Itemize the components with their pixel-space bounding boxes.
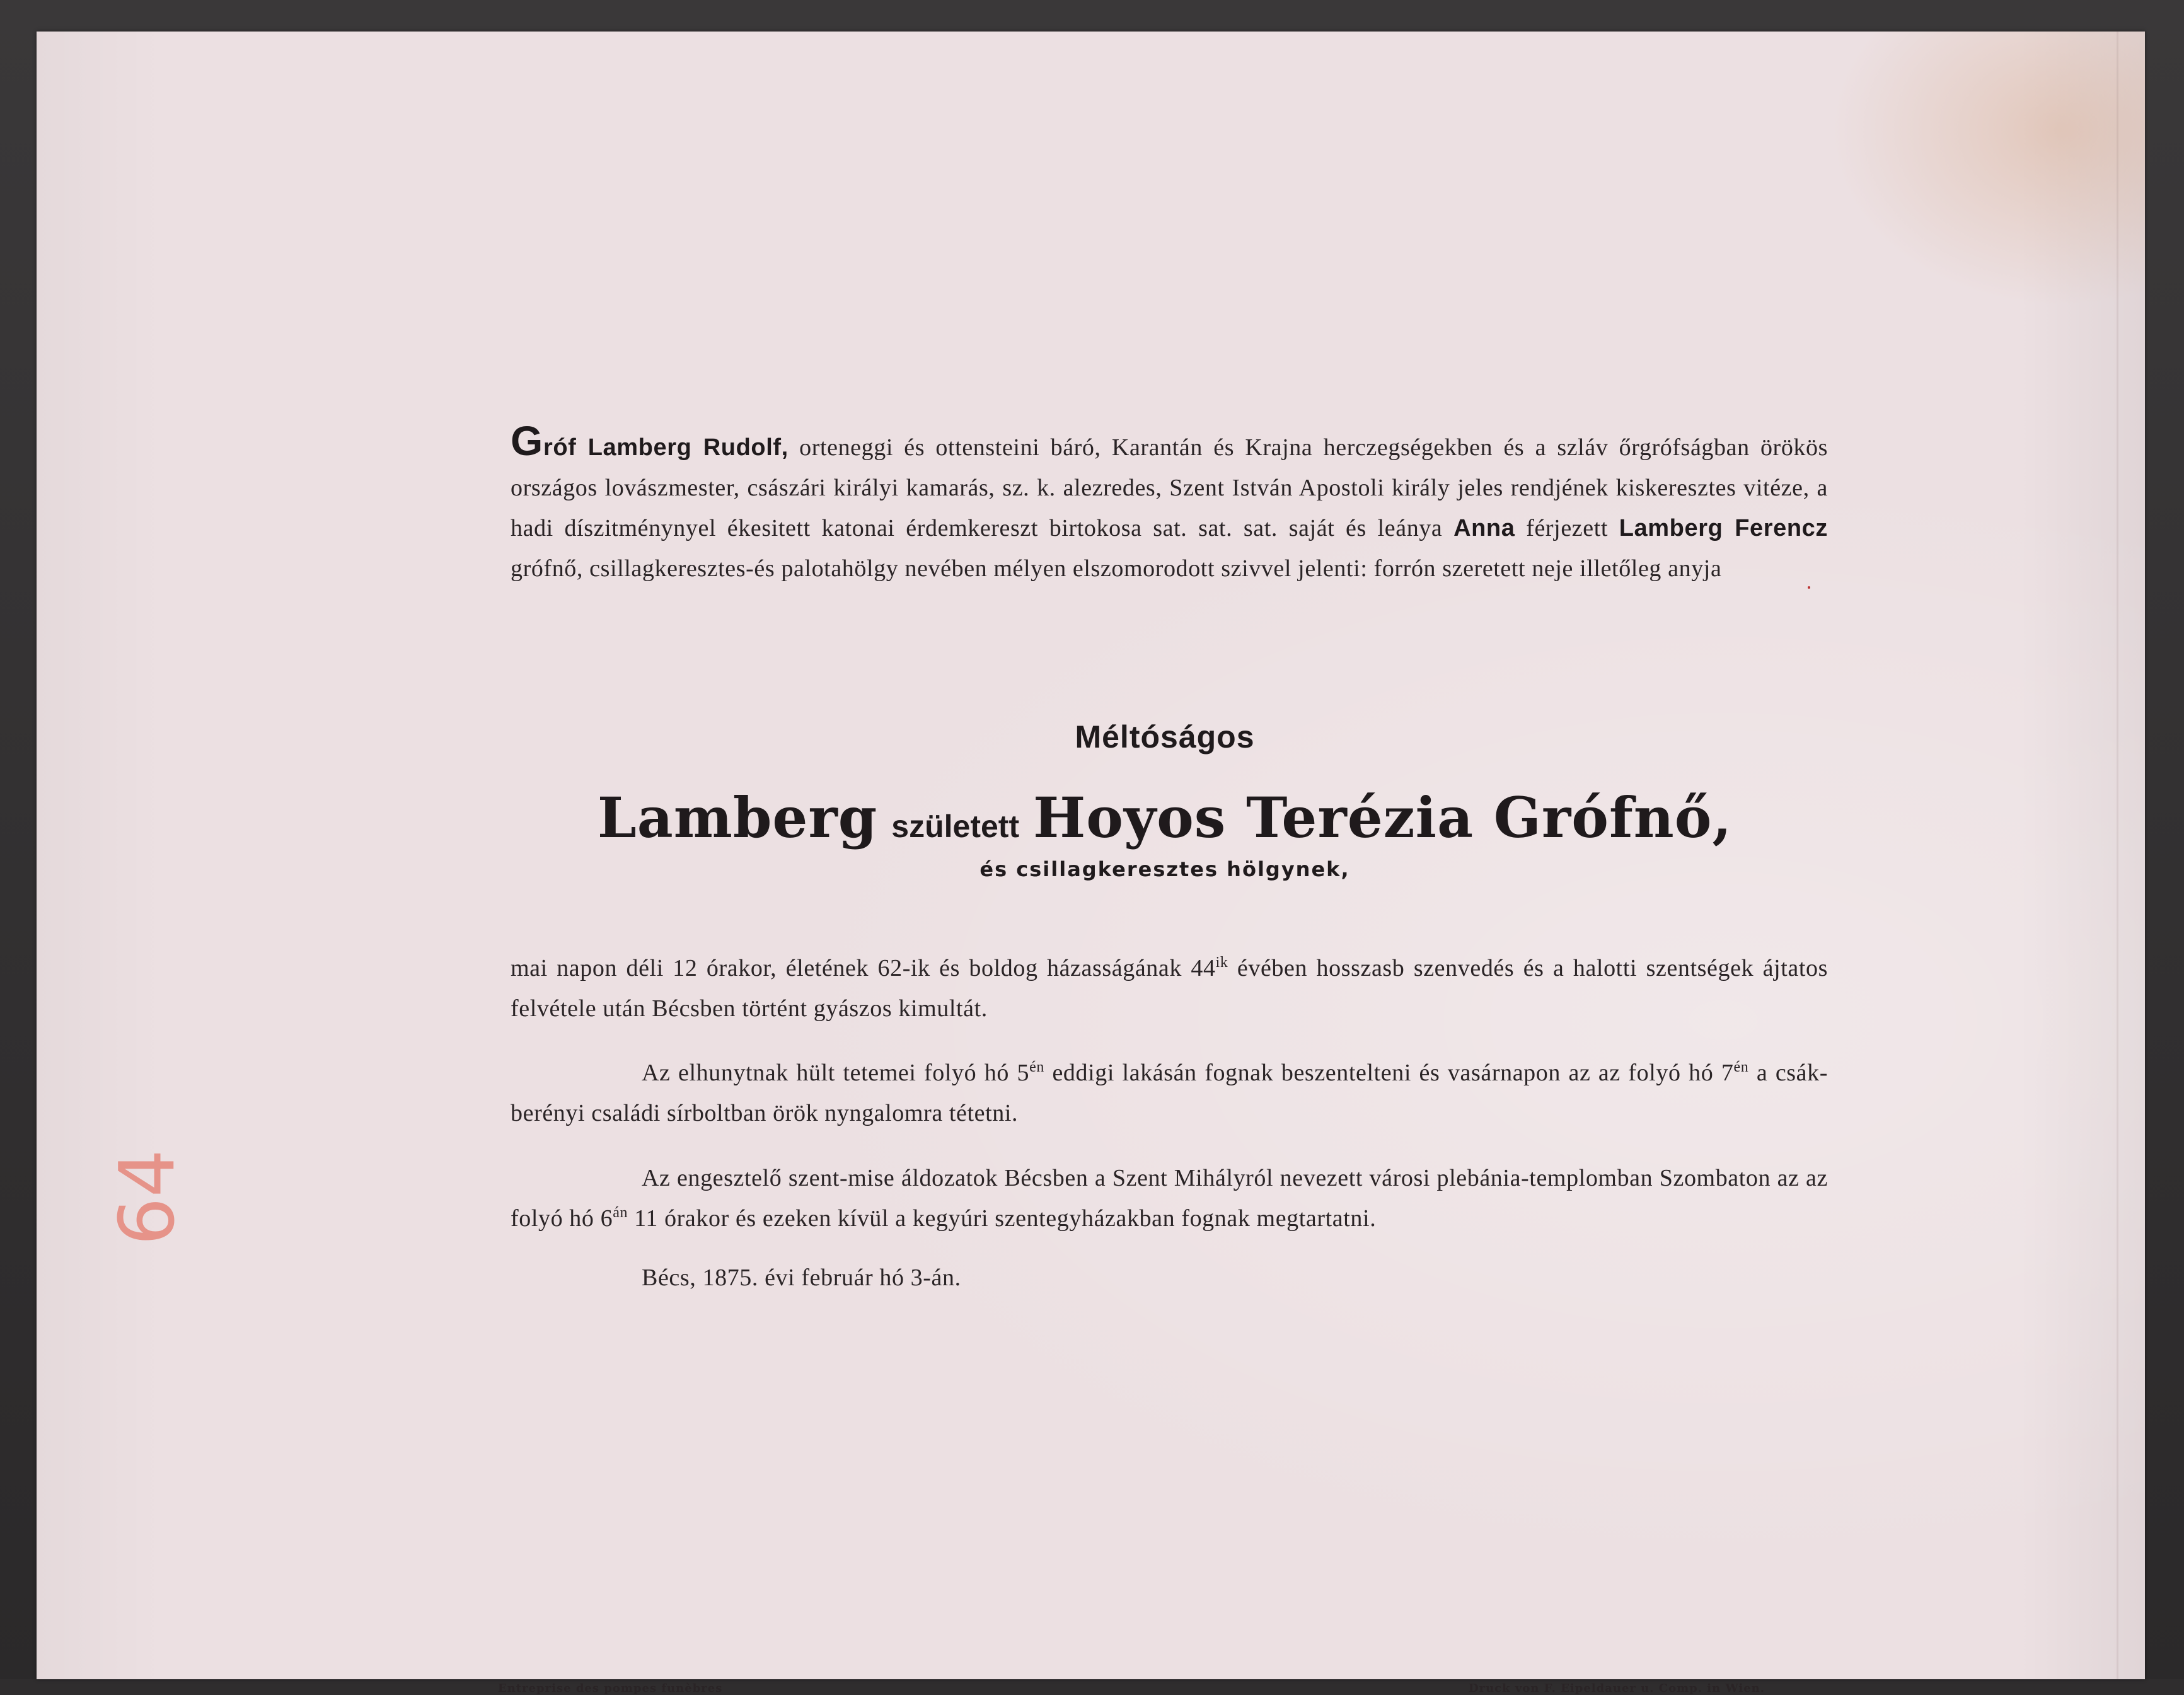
mass-paragraph <box>511 1158 1828 1239</box>
intro-paragraph <box>511 417 1829 589</box>
document-page <box>37 32 2145 1695</box>
handwritten-inventory-number: 64 <box>103 1149 192 1246</box>
death-text-2: évében hosszasb szenvedés és a halotti szentségek ájtatos felvétele után Bécsben történt gyászos kimultát. <box>511 955 1828 1022</box>
mass-sup-1: án <box>613 1205 628 1221</box>
date-line: Bécs, 1875. évi február hó 3-án. <box>642 1264 961 1291</box>
born-label: született <box>891 809 1020 844</box>
burial-text-2: eddigi lakásán fognak beszentelteni és vasárnapon az az folyó hó 7 <box>1044 1060 1734 1086</box>
drop-cap: G <box>511 417 543 464</box>
printer-imprint: Druck von F. Eipeldauer u. Comp. in Wien. <box>1469 1682 1765 1695</box>
death-text-1: mai napon déli 12 órakor, életének 62-ik és boldog házasságának 44 <box>511 955 1216 981</box>
funeral-company-imprint: Entreprise des pompes funèbres <box>498 1682 723 1695</box>
death-paragraph <box>511 948 1828 1029</box>
intro-text-1: orteneggi és ottensteini báró, Karantán és Krajna herczegségekben és a szláv őrgrófságban örökös országos lovászmester, császári királyi kamarás, sz. k. alezredes, Szent István Apostoli király jeles rendjének kiskeresztes vitéze, a hadi díszitménynyel ékesitett katonai érdemkereszt birtokosa sat. sat. sat. saját és leánya <box>511 434 1829 541</box>
mass-text-1: Az engesztelő szent-mise áldozatok Bécsben a Szent Mihályról nevezett városi plebánia-templomban Szombaton az az folyó hó 6 <box>511 1165 1828 1232</box>
burial-text-3: a csák-berényi családi sírboltban örök nyngalomra tétetni. <box>511 1060 1829 1126</box>
intro-text-3: grófnő, csillagkeresztes-és palotahölgy nevében mélyen elszomorodott szivvel jelenti: forrón szeretett neje illetőleg anyja <box>511 555 1722 582</box>
announcer-name: róf Lamberg Rudolf, <box>543 434 789 461</box>
burial-text-1: Az elhunytnak hült tetemei folyó hó 5 <box>642 1060 1030 1086</box>
honorific-title: Méltóságos <box>1075 719 1255 755</box>
burial-sup-2: én <box>1733 1059 1749 1075</box>
deceased-maiden-name: Hoyos Terézia Grófnő, <box>1033 785 1733 850</box>
intro-text-2: férjezett <box>1515 515 1619 541</box>
burial-sup-1: én <box>1029 1059 1044 1075</box>
ink-speck <box>1808 586 1810 589</box>
burial-paragraph <box>511 1053 1828 1133</box>
son-in-law-name: Lamberg Ferencz <box>1619 515 1829 541</box>
paper-fold <box>2117 32 2118 1679</box>
deceased-name-line <box>37 785 2184 850</box>
mass-text-2: 11 órakor és ezeken kívül a kegyúri szentegyházakban fognak megtartatni. <box>628 1205 1377 1232</box>
order-line: és csillagkeresztes hölgynek, <box>979 857 1350 881</box>
death-sup-1: ik <box>1215 954 1228 971</box>
deceased-surname: Lamberg <box>597 785 878 850</box>
daughter-name: Anna <box>1453 515 1515 541</box>
